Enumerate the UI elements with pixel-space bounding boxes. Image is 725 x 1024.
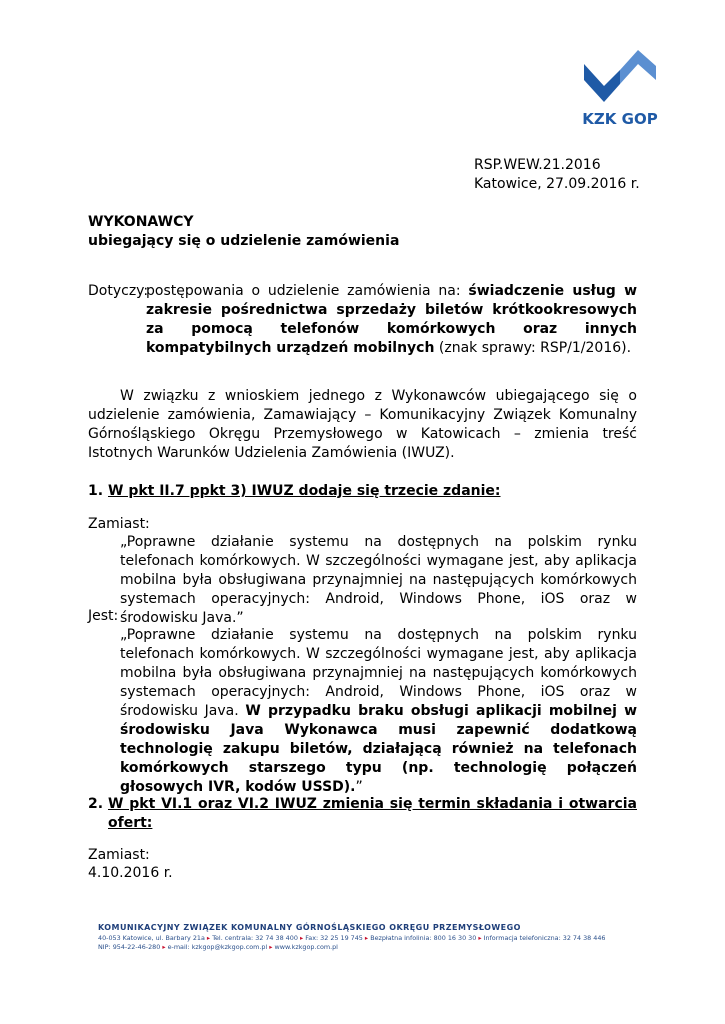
section1-instead-text: „Poprawne działanie systemu na dostępnych na polskim rynku telefonach komórkowych. W szczególności wymagane jest, aby aplikacja mobilna była obsługiwana przynajmniej na następujących komórkowych systemach operacyjnych: Android, Windows Phone, iOS oraz w środowisku Java.” bbox=[120, 534, 637, 626]
section1-number: 1. bbox=[88, 483, 104, 499]
footer-org: KOMUNIKACYJNY ZWIĄZEK KOMUNALNY GÓRNOŚLĄSKIEGO OKRĘGU PRZEMYSŁOWEGO bbox=[98, 923, 521, 932]
footer-tel: Tel. centrala: 32 74 38 400 bbox=[212, 934, 298, 942]
footer-address: 40-053 Katowice, ul. Barbary 21a bbox=[98, 934, 205, 942]
footer-info-tel: Informacja telefoniczna: 32 74 38 446 bbox=[483, 934, 606, 942]
footer-contact-line: 40-053 Katowice, ul. Barbary 21a ▸ Tel. centrala: 32 74 38 400 ▸ Fax: 32 25 19 745 ▸ Bezpłatna infolinia: 800 16 30 30 ▸ Informacja telefoniczna: 32 74 38 446 bbox=[98, 934, 606, 942]
section1-is-close: ” bbox=[355, 779, 363, 795]
section1-instead-label: Zamiast: bbox=[88, 516, 150, 532]
section1-is-text bbox=[120, 626, 637, 797]
section2-number: 2. bbox=[88, 796, 104, 812]
subject-bold: świadczenie usług w zakresie pośrednictwa sprzedaży biletów krótkookresowych za pomocą telefonów komórkowych oraz innych kompatybilnych urządzeń mobilnych bbox=[146, 283, 637, 356]
section2-heading-block bbox=[88, 795, 637, 833]
section1-is-bold: W przypadku braku obsługi aplikacji mobilnej w środowisku Java Wykonawca musi zapewnić dodatkową technologię zakupu biletów, działającą również na telefonach komórkowych starszego typu (np. technologię połączeń głosowych IVR, kodów USSD). bbox=[120, 703, 637, 795]
section1-is-label: Jest: bbox=[88, 608, 119, 624]
subject-tail: (znak sprawy: RSP/1/2016). bbox=[434, 340, 632, 356]
reference-number: RSP.WEW.21.2016 bbox=[474, 157, 601, 173]
footer-infoline: Bezpłatna infolinia: 800 16 30 30 bbox=[370, 934, 477, 942]
footer-fax: Fax: 32 25 19 745 bbox=[305, 934, 363, 942]
reference-block bbox=[474, 156, 674, 194]
intro-paragraph: W związku z wnioskiem jednego z Wykonawców ubiegającego się o udzielenie zamówienia, Zamawiający – Komunikacyjny Związek Komunalny Górnośląskiego Okręgu Przemysłowego w Katowicach – zmienia treść Istotnych Warunków Udzielenia Zamówienia (IWUZ). bbox=[88, 388, 637, 461]
section2-instead-value: 4.10.2016 r. bbox=[88, 865, 173, 881]
addressee-block bbox=[88, 213, 488, 251]
place-date: Katowice, 27.09.2016 r. bbox=[474, 176, 640, 192]
subject-label: Dotyczy: bbox=[88, 283, 149, 299]
subject-body bbox=[146, 282, 637, 358]
footer-www[interactable]: www.kzkgop.com.pl bbox=[274, 943, 338, 951]
section1-heading-block bbox=[88, 482, 637, 501]
section2-heading: W pkt VI.1 oraz VI.2 IWUZ zmienia się termin składania i otwarcia ofert: bbox=[108, 796, 637, 831]
section1-is-plain: „Poprawne działanie systemu na dostępnych na polskim rynku telefonach komórkowych. W szczególności wymagane jest, aby aplikacja mobilna była obsługiwana przynajmniej na następujących komórkowych systemach operacyjnych: Android, Windows Phone, iOS oraz w środowisku Java. bbox=[120, 627, 637, 719]
section1-heading: W pkt II.7 ppkt 3) IWUZ dodaje się trzecie zdanie: bbox=[108, 483, 501, 499]
footer-nip: NIP: 954-22-46-280 bbox=[98, 943, 161, 951]
logo-text: KZK GOP bbox=[582, 110, 658, 128]
footer-email[interactable]: e-mail: kzkgop@kzkgop.com.pl bbox=[167, 943, 268, 951]
section2-instead-label: Zamiast: bbox=[88, 847, 150, 863]
addressee-line1: WYKONAWCY bbox=[88, 214, 194, 230]
subject-lead: postępowania o udzielenie zamówienia na: bbox=[146, 283, 469, 299]
footer-ids-line: NIP: 954-22-46-280 ▸ e-mail: kzkgop@kzkgop.com.pl ▸ www.kzkgop.com.pl bbox=[98, 943, 338, 951]
addressee-line2: ubiegający się o udzielenie zamówienia bbox=[88, 233, 400, 249]
